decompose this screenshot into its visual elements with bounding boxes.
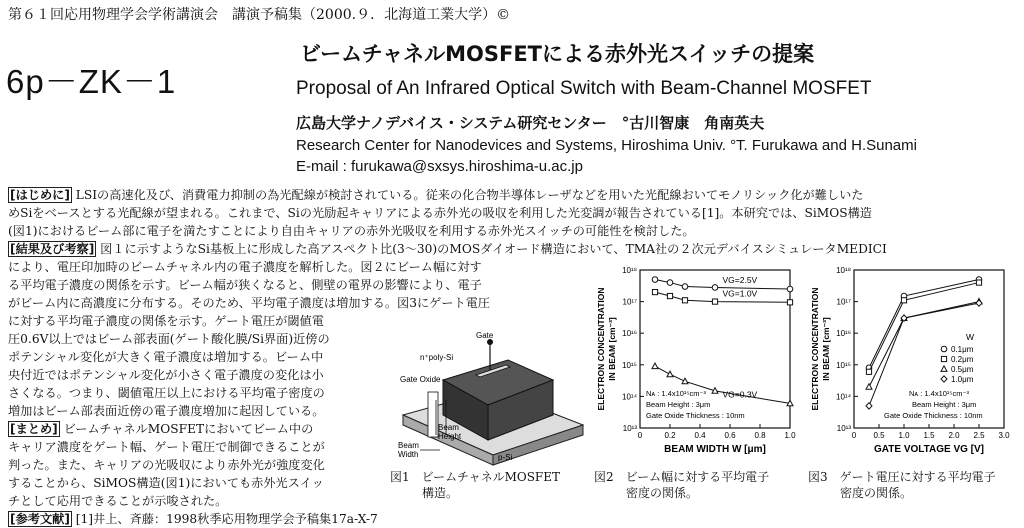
legend-title: W [966, 332, 975, 342]
y-tick-label: 10¹⁵ [836, 360, 851, 370]
results-line-1: [結果及び考察] 図１に示すようなSi基板上に形成した高アスペクト比(3～30)のMOSダイオード構造において、TMA社の２次元デバイスシミュレータMEDICI [10, 242, 887, 256]
legend-label: 0.5μm [951, 365, 974, 374]
title-english: Proposal of An Infrared Optical Switch with Beam-Channel MOSFET [296, 78, 872, 99]
fig1-label-height-1: Beam [438, 423, 459, 432]
data-point [901, 298, 906, 303]
fig1-label-height-2: Height [438, 432, 462, 441]
data-point [652, 289, 657, 294]
intro-line-1: [はじめに] LSIの高速化及び、消費電力抑制の為光配線が検討されている。従来の化合物半導体レーザなどを用いた光配線おいてモノリシック化が難しいた [10, 188, 864, 202]
y-tick-label: 10¹⁷ [836, 297, 851, 307]
data-point [712, 285, 718, 291]
fig3-caption-line-2: 密度の関係。 [840, 486, 913, 500]
legend-marker [941, 356, 946, 361]
y-axis-label: IN BEAM [cm⁻³] [821, 317, 831, 381]
affiliation-english: Research Center for Nanodevices and Systems, Hiroshima Univ. °T. Furukawa and H.Sunami [296, 137, 917, 154]
summary-line-4: することから、SiMOS構造(図1)においても赤外光スイッ [8, 476, 324, 490]
fig3-chart [806, 262, 1022, 464]
x-tick-label: 2.5 [973, 431, 985, 440]
data-point [652, 363, 658, 369]
series-label: VG=0.3V [722, 389, 758, 400]
legend-marker [941, 376, 947, 382]
fig1-label-poly: n⁺poly-Si [420, 353, 454, 362]
fig1-label-beam: Beam [398, 441, 419, 450]
y-axis-label: ELECTRON CONCENTRATION [596, 287, 606, 411]
fig3-caption-line-1: 図3 ゲート電圧に対する平均電子 [808, 470, 996, 484]
y-tick-label: 10¹⁶ [836, 329, 851, 339]
data-point [667, 371, 673, 377]
x-axis-label: GATE VOLTAGE VG [V] [874, 444, 984, 455]
x-tick-label: 3.0 [998, 431, 1010, 440]
affiliation-japanese: 広島大学ナノデバイス・システム研究センター °古川智康 角南英夫 [296, 114, 765, 132]
data-point [866, 384, 872, 390]
summary-line-1: [まとめ] ビームチャネルMOSFETにおいてビーム中の [10, 422, 314, 436]
x-tick-label: 2.0 [948, 431, 960, 440]
legend-label: 0.2μm [951, 355, 974, 364]
y-tick-label: 10¹⁴ [836, 392, 851, 402]
results-tag: [結果及び考察] [10, 242, 95, 256]
intro-line-3: (図1)におけるビーム部に電子を満たすことにより自由キャリアの赤外光吸収を利用する赤外光スイッチの可能性を検討した。 [8, 224, 695, 238]
series-label: VG=2.5V [722, 275, 758, 286]
data-point [866, 369, 871, 374]
results-line-10: 増加はビーム部表面近傍の電子濃度増加に起因している。 [8, 404, 325, 418]
y-tick-label: 10¹⁸ [836, 266, 851, 275]
fig1-label-oxide: Gate Oxide [400, 375, 441, 384]
email: E-mail : furukawa@sxsys.hiroshima-u.ac.jp [296, 158, 583, 175]
fig1-structure-diagram [398, 320, 588, 470]
data-point [712, 299, 717, 304]
x-tick-label: 0.4 [694, 431, 706, 440]
note-height: Beam Height : 3μm [912, 400, 977, 409]
fig1-label-width: Width [398, 450, 419, 459]
conference-header: 第６１回応用物理学会学術講演会 講演予稿集（2000.９．北海道工業大学）© [8, 7, 511, 23]
data-point [866, 403, 872, 409]
y-axis-label: ELECTRON CONCENTRATION [810, 287, 820, 411]
x-axis-label: BEAM WIDTH W [μm] [664, 444, 766, 455]
x-tick-label: 0.6 [724, 431, 736, 440]
data-point [682, 284, 688, 290]
y-tick-label: 10¹³ [836, 424, 851, 433]
legend-marker [941, 366, 947, 372]
paper-code: 6p－ZK－1 [6, 63, 177, 100]
note-doping: Nᴀ : 1.4x10¹⁵cm⁻³ [646, 389, 706, 398]
results-line-2: により、電圧印加時のビームチャネル内の電子濃度を解析した。図２にビーム幅に対す [8, 260, 482, 274]
results-line-6: 圧0.6V以上ではビーム部表面(ゲート酸化膜/Si界面)近傍の [8, 332, 330, 346]
note-oxide: Gate Oxide Thickness : 10nm [646, 411, 745, 420]
reference-line: [参考文献] [1]井上、斉藤：1998秋季応用物理学会予稿集17a-X-7 [10, 512, 378, 526]
results-line-7: ポテンシャル変化が大きく電子濃度は増加する。ビーム中 [8, 350, 324, 364]
title-japanese: ビームチャネルMOSFETによる赤外光スイッチの提案 [300, 42, 815, 66]
x-tick-label: 1.5 [923, 431, 935, 440]
intro-tag: [はじめに] [10, 188, 70, 202]
fig2-caption-line-1: 図2 ビーム幅に対する平均電子 [594, 470, 770, 484]
y-tick-label: 10¹³ [622, 424, 637, 433]
data-point [682, 298, 687, 303]
x-tick-label: 1.0 [898, 431, 910, 440]
y-tick-label: 10¹⁴ [622, 392, 637, 402]
legend-label: 0.1μm [951, 345, 974, 354]
y-tick-label: 10¹⁵ [622, 360, 637, 370]
reference-tag: [参考文献] [10, 512, 70, 526]
summary-line-5: チとして応用できることが示唆された。 [8, 494, 228, 508]
fig1-label-psi: p-Si [498, 453, 513, 462]
x-tick-label: 1.0 [784, 431, 796, 440]
summary-line-3: 判った。また、キャリアの光吸収により赤外光が強度変化 [8, 458, 325, 472]
series-label: VG=1.0V [722, 288, 758, 299]
results-line-9: さくなる。つまり、閾値電圧以上における平均電子密度の [8, 386, 325, 400]
fig1-caption-line-2: 構造。 [422, 486, 459, 500]
intro-line-2: めSiをベースとする光配線が望まれる。これまで、Siの光励起キャリアによる赤外光の吸収を利用した光変調が報告されている[1]。本研究では、SiMOS構造 [8, 206, 872, 220]
data-point [787, 286, 793, 292]
data-point [976, 300, 982, 306]
results-line-8: 央付近ではポテンシャル変化が小さく電子濃度の変化は小 [8, 368, 324, 382]
legend-marker [941, 346, 947, 352]
note-doping: Nᴀ : 1.4x10¹⁵cm⁻³ [909, 389, 969, 398]
data-point [652, 277, 658, 283]
x-tick-label: 0 [851, 431, 857, 440]
note-height: Beam Height : 3μm [646, 400, 711, 409]
data-point [787, 300, 792, 305]
x-tick-label: 0.5 [873, 431, 885, 440]
data-point [667, 280, 673, 286]
x-tick-label: 0 [637, 431, 643, 440]
fig1-label-gate: Gate [476, 331, 494, 340]
y-tick-label: 10¹⁶ [622, 329, 637, 339]
x-tick-label: 0.8 [754, 431, 766, 440]
fig1-caption-line-1: 図1 ビームチャネルMOSFET [390, 470, 561, 484]
results-line-4: がビーム内に高濃度に分布する。そのため、平均電子濃度は増加する。図3にゲート電圧 [8, 296, 491, 310]
results-line-3: る平均電子濃度の関係を示す。ビーム幅が狭くなると、側壁の電界の影響により、電子 [8, 278, 482, 292]
summary-tag: [まとめ] [10, 422, 58, 436]
results-line-5: に対する平均電子濃度の関係を示す。ゲート電圧が閾値電 [8, 314, 324, 328]
y-axis-label: IN BEAM [cm⁻³] [607, 317, 617, 381]
legend-label: 1.0μm [951, 375, 974, 384]
data-point [976, 280, 981, 285]
y-tick-label: 10¹⁷ [622, 297, 637, 307]
note-oxide: Gate Oxide Thickness : 10nm [884, 411, 983, 420]
fig2-caption-line-2: 密度の関係。 [626, 486, 699, 500]
data-point [682, 378, 688, 384]
fig2-chart [592, 262, 812, 464]
data-point [667, 293, 672, 298]
summary-line-2: キャリア濃度をゲート幅、ゲート電圧で制御できることが [8, 440, 325, 454]
x-tick-label: 0.2 [664, 431, 676, 440]
y-tick-label: 10¹⁸ [622, 266, 637, 275]
